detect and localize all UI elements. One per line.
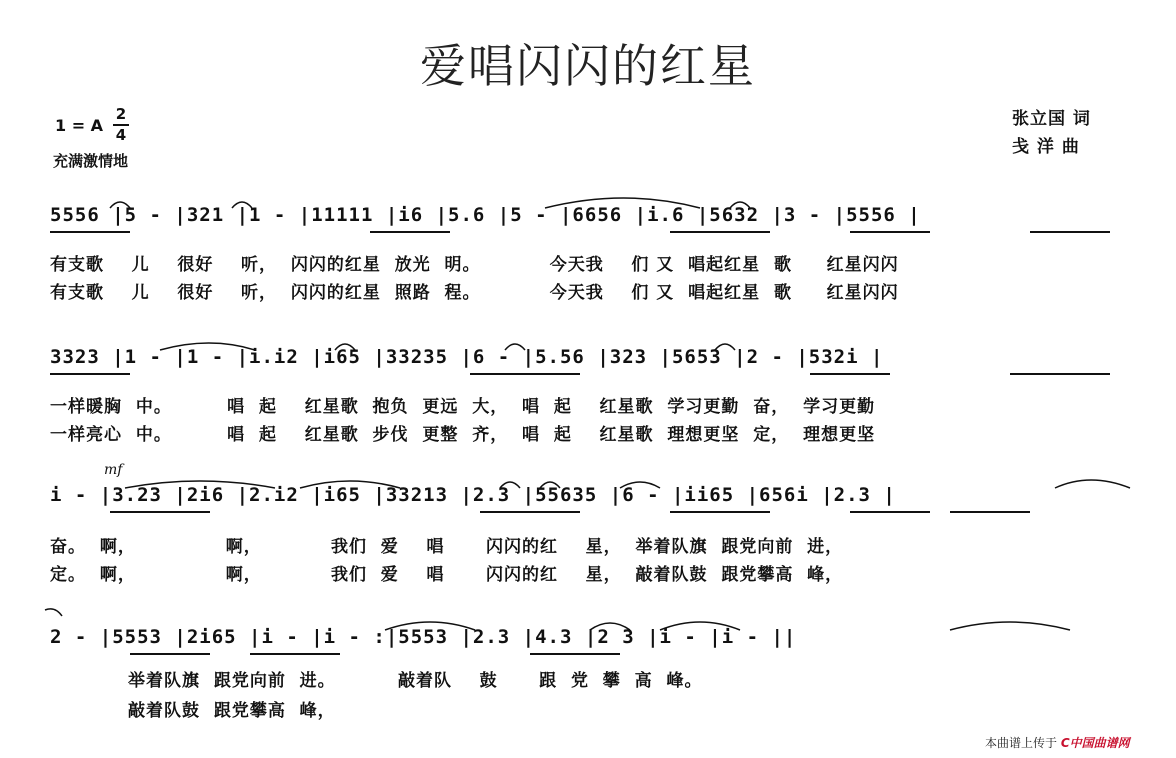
key-signature: 1 = A [55,116,104,135]
lyric-line: 敲着队鼓 跟党攀高 峰， [128,701,336,721]
lyric-line: 举着队旗 跟党向前 进。 敲着队 鼓 跟 党 攀 高 峰。 [128,671,703,691]
lyric-line: 奋。 啊， 啊， 我们 爱 唱 闪闪的红 星， 举着队旗 跟党向前 进， [50,537,844,557]
notation-row-1 [50,200,1140,240]
lyric-line: 有支歌 儿 很好 听， 闪闪的红星 照路 程。 今天我 们 又 唱起红星 歌 红星闪闪 [50,283,899,303]
notation-text: i - |3.23 |2i6 |2.i2 |i65 |33213 |2.3 |55635 |6 - |ii65 |656i |2.3 | [50,484,896,506]
composer-credit: 戋 洋 曲 [1012,137,1080,157]
lyric-line: 一样亮心 中。 唱 起 红星歌 步伐 更整 齐， 唱 起 红星歌 理想更坚 定， 理想更坚 [50,425,876,445]
lyricist-credit: 张立国 词 [1012,109,1091,129]
notation-text: 2 - |5553 |2i65 |i - |i - :|5553 |2.3 |4.3 |2 3 |i - |i - || [50,626,797,648]
notation-row-2 [50,342,1140,382]
time-signature [113,106,129,144]
time-signature-bottom: 4 [115,126,127,144]
site-logo: C中国曲谱网 [1060,736,1130,750]
notation-row-4 [50,622,1140,662]
notation-text: 5556 |5 - |321 |1 - |11111 |i6 |5.6 |5 - |6656 |i.6 |5632 |3 - |5556 | [50,204,921,226]
lyric-line: 定。 啊， 啊， 我们 爱 唱 闪闪的红 星， 敲着队鼓 跟党攀高 峰， [50,565,844,585]
tempo-marking: 充满激情地 [53,152,129,170]
upload-credit-text: 本曲谱上传于 [985,736,1058,750]
dynamics-marking: mf [104,462,123,478]
notation-row-3 [50,480,1140,520]
notation-text: 3323 |1 - |1 - |i.i2 |i65 |33235 |6 - |5.56 |323 |5653 |2 - |532i | [50,346,884,368]
lyric-line: 有支歌 儿 很好 听， 闪闪的红星 放光 明。 今天我 们 又 唱起红星 歌 红星闪闪 [50,255,899,275]
lyric-line: 一样暖胸 中。 唱 起 红星歌 抱负 更远 大， 唱 起 红星歌 学习更勤 奋， 学习更勤 [50,397,876,417]
song-title: 爱唱闪闪的红星 [420,39,756,93]
time-signature-top: 2 [115,105,127,123]
site-name: 中国曲谱网 [1069,736,1130,750]
upload-credit [985,734,1130,751]
